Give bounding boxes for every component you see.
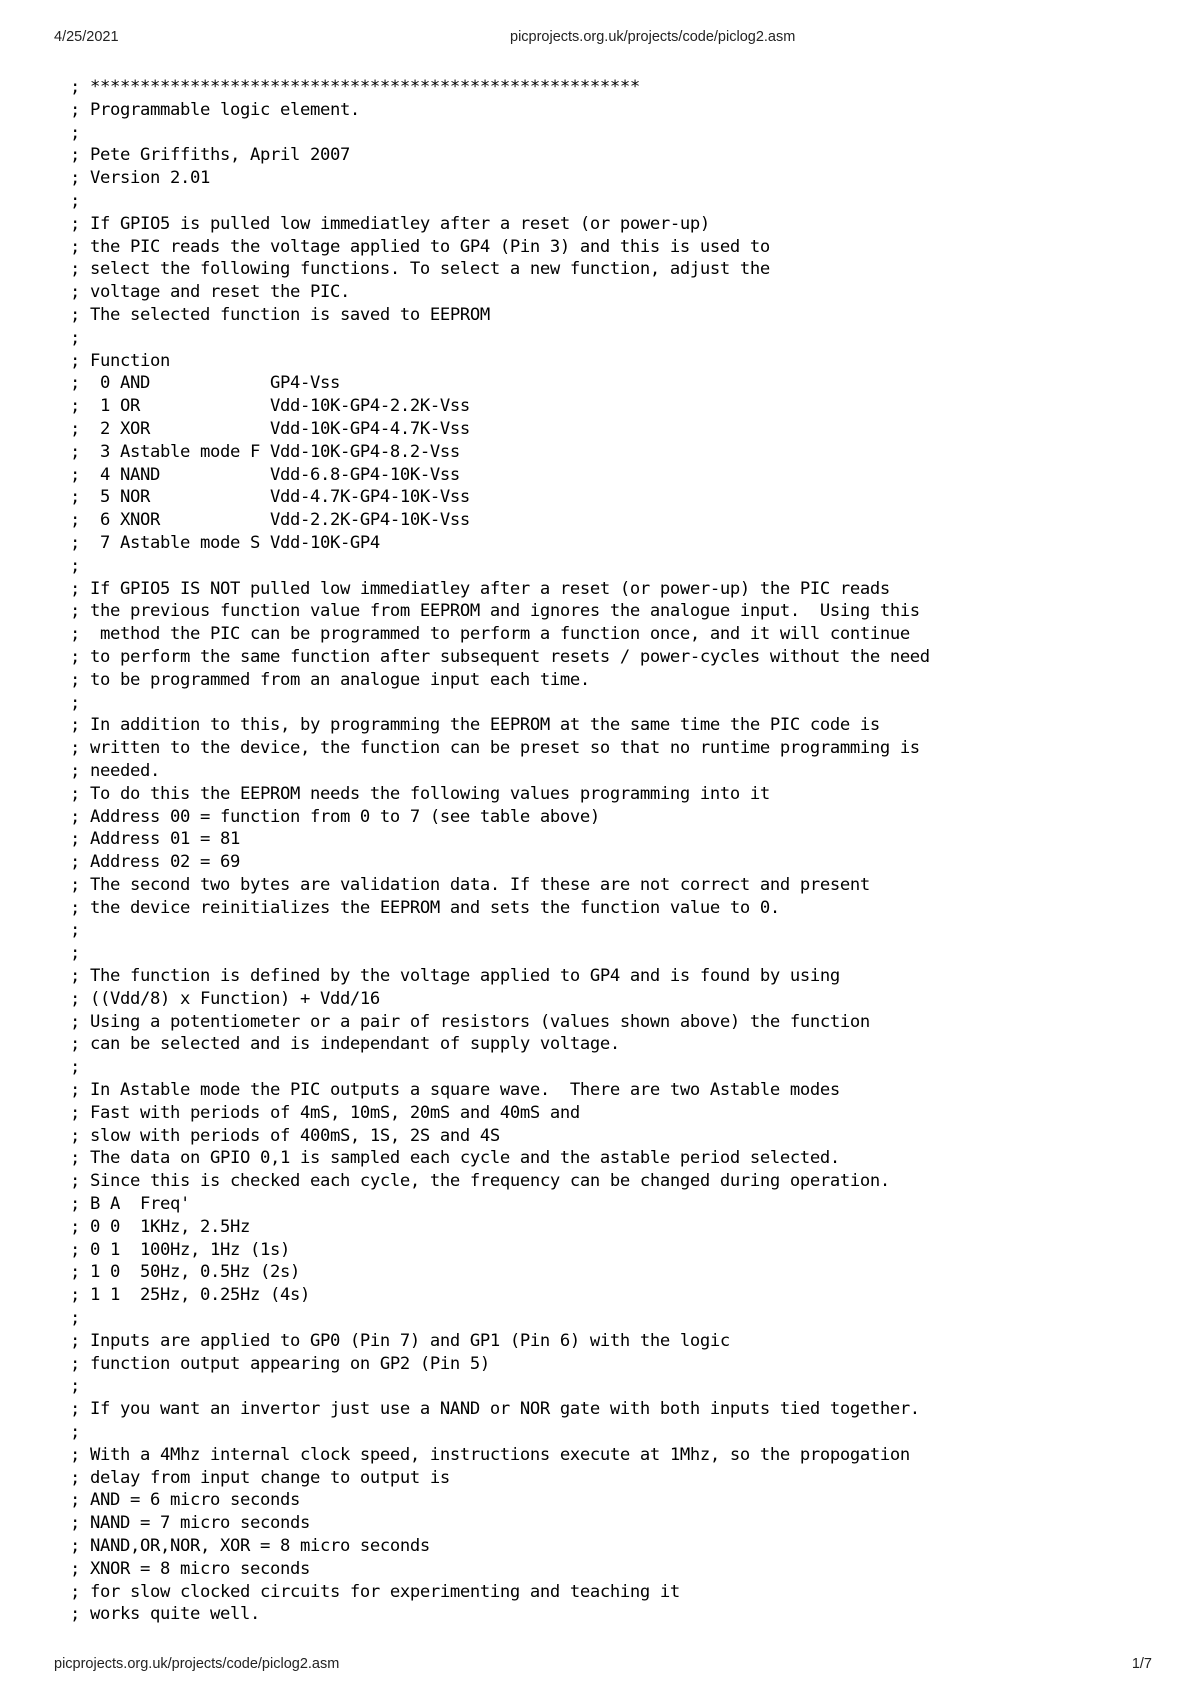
- code-line: ; If GPIO5 IS NOT pulled low immediatley after a reset (or power-up) the PIC reads: [70, 578, 890, 599]
- code-line: ; function output appearing on GP2 (Pin 5): [70, 1353, 490, 1374]
- page-number: 1/7: [1131, 1656, 1152, 1672]
- code-line: ; *******************************************************: [70, 77, 640, 97]
- footer-url: picprojects.org.uk/projects/code/piclog2.asm: [54, 1656, 340, 1672]
- code-line: ;: [70, 1308, 80, 1329]
- code-line: ; B A Freq': [70, 1194, 190, 1215]
- print-date: 4/25/2021: [54, 29, 119, 45]
- code-line: ; select the following functions. To select a new function, adjust the: [70, 259, 770, 280]
- code-line: ; NAND,OR,NOR, XOR = 8 micro seconds: [70, 1536, 430, 1556]
- code-line: ; With a 4Mhz internal clock speed, instructions execute at 1Mhz, so the propogation: [70, 1444, 910, 1465]
- code-line: ;: [70, 122, 80, 143]
- code-line: ; 0 1 100Hz, 1Hz (1s): [70, 1239, 290, 1260]
- code-line: ; for slow clocked circuits for experimenting and teaching it: [70, 1581, 680, 1602]
- code-line: ;: [70, 555, 80, 576]
- code-line: ;: [70, 920, 80, 941]
- code-line: ; 1 1 25Hz, 0.25Hz (4s): [70, 1285, 310, 1306]
- page-source-url: picprojects.org.uk/projects/code/piclog2.asm: [510, 29, 796, 45]
- code-line: ; 3 Astable mode F Vdd-10K-GP4-8.2-Vss: [70, 441, 460, 462]
- code-line: ; 6 XNOR Vdd-2.2K-GP4-10K-Vss: [70, 510, 470, 531]
- code-line: ; XNOR = 8 micro seconds: [70, 1558, 310, 1579]
- code-line: ; delay from input change to output is: [70, 1467, 450, 1488]
- code-line: ; works quite well.: [70, 1604, 260, 1625]
- code-line: ; the PIC reads the voltage applied to GP4 (Pin 3) and this is used to: [70, 236, 770, 257]
- code-line: ; to be programmed from an analogue input each time.: [70, 669, 590, 690]
- code-line: ; Address 02 = 69: [70, 852, 240, 873]
- code-line: ; written to the device, the function can be preset so that no runtime programming is: [70, 738, 920, 759]
- code-line: ; needed.: [70, 760, 160, 781]
- code-line: ; the device reinitializes the EEPROM and sets the function value to 0.: [70, 897, 780, 918]
- code-line: ; Programmable logic element.: [70, 99, 360, 120]
- code-line: ; Fast with periods of 4mS, 10mS, 20mS and 40mS and: [70, 1102, 580, 1123]
- code-line: ; 2 XOR Vdd-10K-GP4-4.7K-Vss: [70, 418, 470, 439]
- code-line: ;: [70, 190, 80, 211]
- code-line: ; slow with periods of 400mS, 1S, 2S and 4S: [70, 1125, 500, 1146]
- code-line: ; ((Vdd/8) x Function) + Vdd/16: [70, 988, 380, 1009]
- assembly-source-listing: [70, 76, 1150, 1626]
- code-line: ; NAND = 7 micro seconds: [70, 1513, 310, 1534]
- code-line: ; The second two bytes are validation data. If these are not correct and present: [70, 874, 870, 895]
- code-line: ; can be selected and is independant of supply voltage.: [70, 1034, 620, 1055]
- code-line: ; To do this the EEPROM needs the following values programming into it: [70, 783, 770, 804]
- code-line: ; Address 00 = function from 0 to 7 (see table above): [70, 806, 600, 827]
- code-line: ; In addition to this, by programming the EEPROM at the same time the PIC code is: [70, 715, 880, 736]
- code-line: ; the previous function value from EEPROM and ignores the analogue input. Using this: [70, 601, 920, 622]
- code-line: ; 5 NOR Vdd-4.7K-GP4-10K-Vss: [70, 487, 470, 508]
- code-line: ; The selected function is saved to EEPROM: [70, 304, 490, 325]
- code-line: ; Inputs are applied to GP0 (Pin 7) and GP1 (Pin 6) with the logic: [70, 1330, 730, 1351]
- code-line: ; Version 2.01: [70, 168, 210, 189]
- code-line: ; 1 OR Vdd-10K-GP4-2.2K-Vss: [70, 396, 470, 417]
- code-line: ;: [70, 1376, 80, 1397]
- code-line: ; Pete Griffiths, April 2007: [70, 145, 350, 166]
- code-line: ; Since this is checked each cycle, the frequency can be changed during operation.: [70, 1171, 890, 1192]
- code-line: ; 7 Astable mode S Vdd-10K-GP4: [70, 532, 380, 553]
- code-line: ; to perform the same function after subsequent resets / power-cycles without the need: [70, 646, 930, 667]
- code-line: ; If GPIO5 is pulled low immediatley after a reset (or power-up): [70, 213, 710, 234]
- code-line: ;: [70, 1422, 80, 1443]
- code-line: ; The function is defined by the voltage applied to GP4 and is found by using: [70, 966, 840, 987]
- code-line: ; AND = 6 micro seconds: [70, 1490, 300, 1511]
- code-line: ; If you want an invertor just use a NAND or NOR gate with both inputs tied together.: [70, 1399, 920, 1420]
- code-line: ; method the PIC can be programmed to perform a function once, and it will continue: [70, 624, 910, 645]
- code-line: ;: [70, 943, 80, 964]
- code-line: ; Using a potentiometer or a pair of resistors (values shown above) the function: [70, 1011, 870, 1032]
- code-line: ;: [70, 692, 80, 713]
- code-line: ;: [70, 327, 80, 348]
- code-line: ; 1 0 50Hz, 0.5Hz (2s): [70, 1262, 300, 1283]
- code-line: ; Function: [70, 350, 170, 371]
- code-line: ; In Astable mode the PIC outputs a square wave. There are two Astable modes: [70, 1080, 840, 1101]
- code-line: ; 0 AND GP4-Vss: [70, 373, 340, 394]
- code-line: ; The data on GPIO 0,1 is sampled each cycle and the astable period selected.: [70, 1148, 840, 1169]
- code-line: ; 0 0 1KHz, 2.5Hz: [70, 1216, 250, 1237]
- code-line: ; voltage and reset the PIC.: [70, 282, 350, 303]
- code-line: ; 4 NAND Vdd-6.8-GP4-10K-Vss: [70, 464, 460, 485]
- code-line: ; Address 01 = 81: [70, 829, 240, 850]
- code-line: ;: [70, 1057, 80, 1078]
